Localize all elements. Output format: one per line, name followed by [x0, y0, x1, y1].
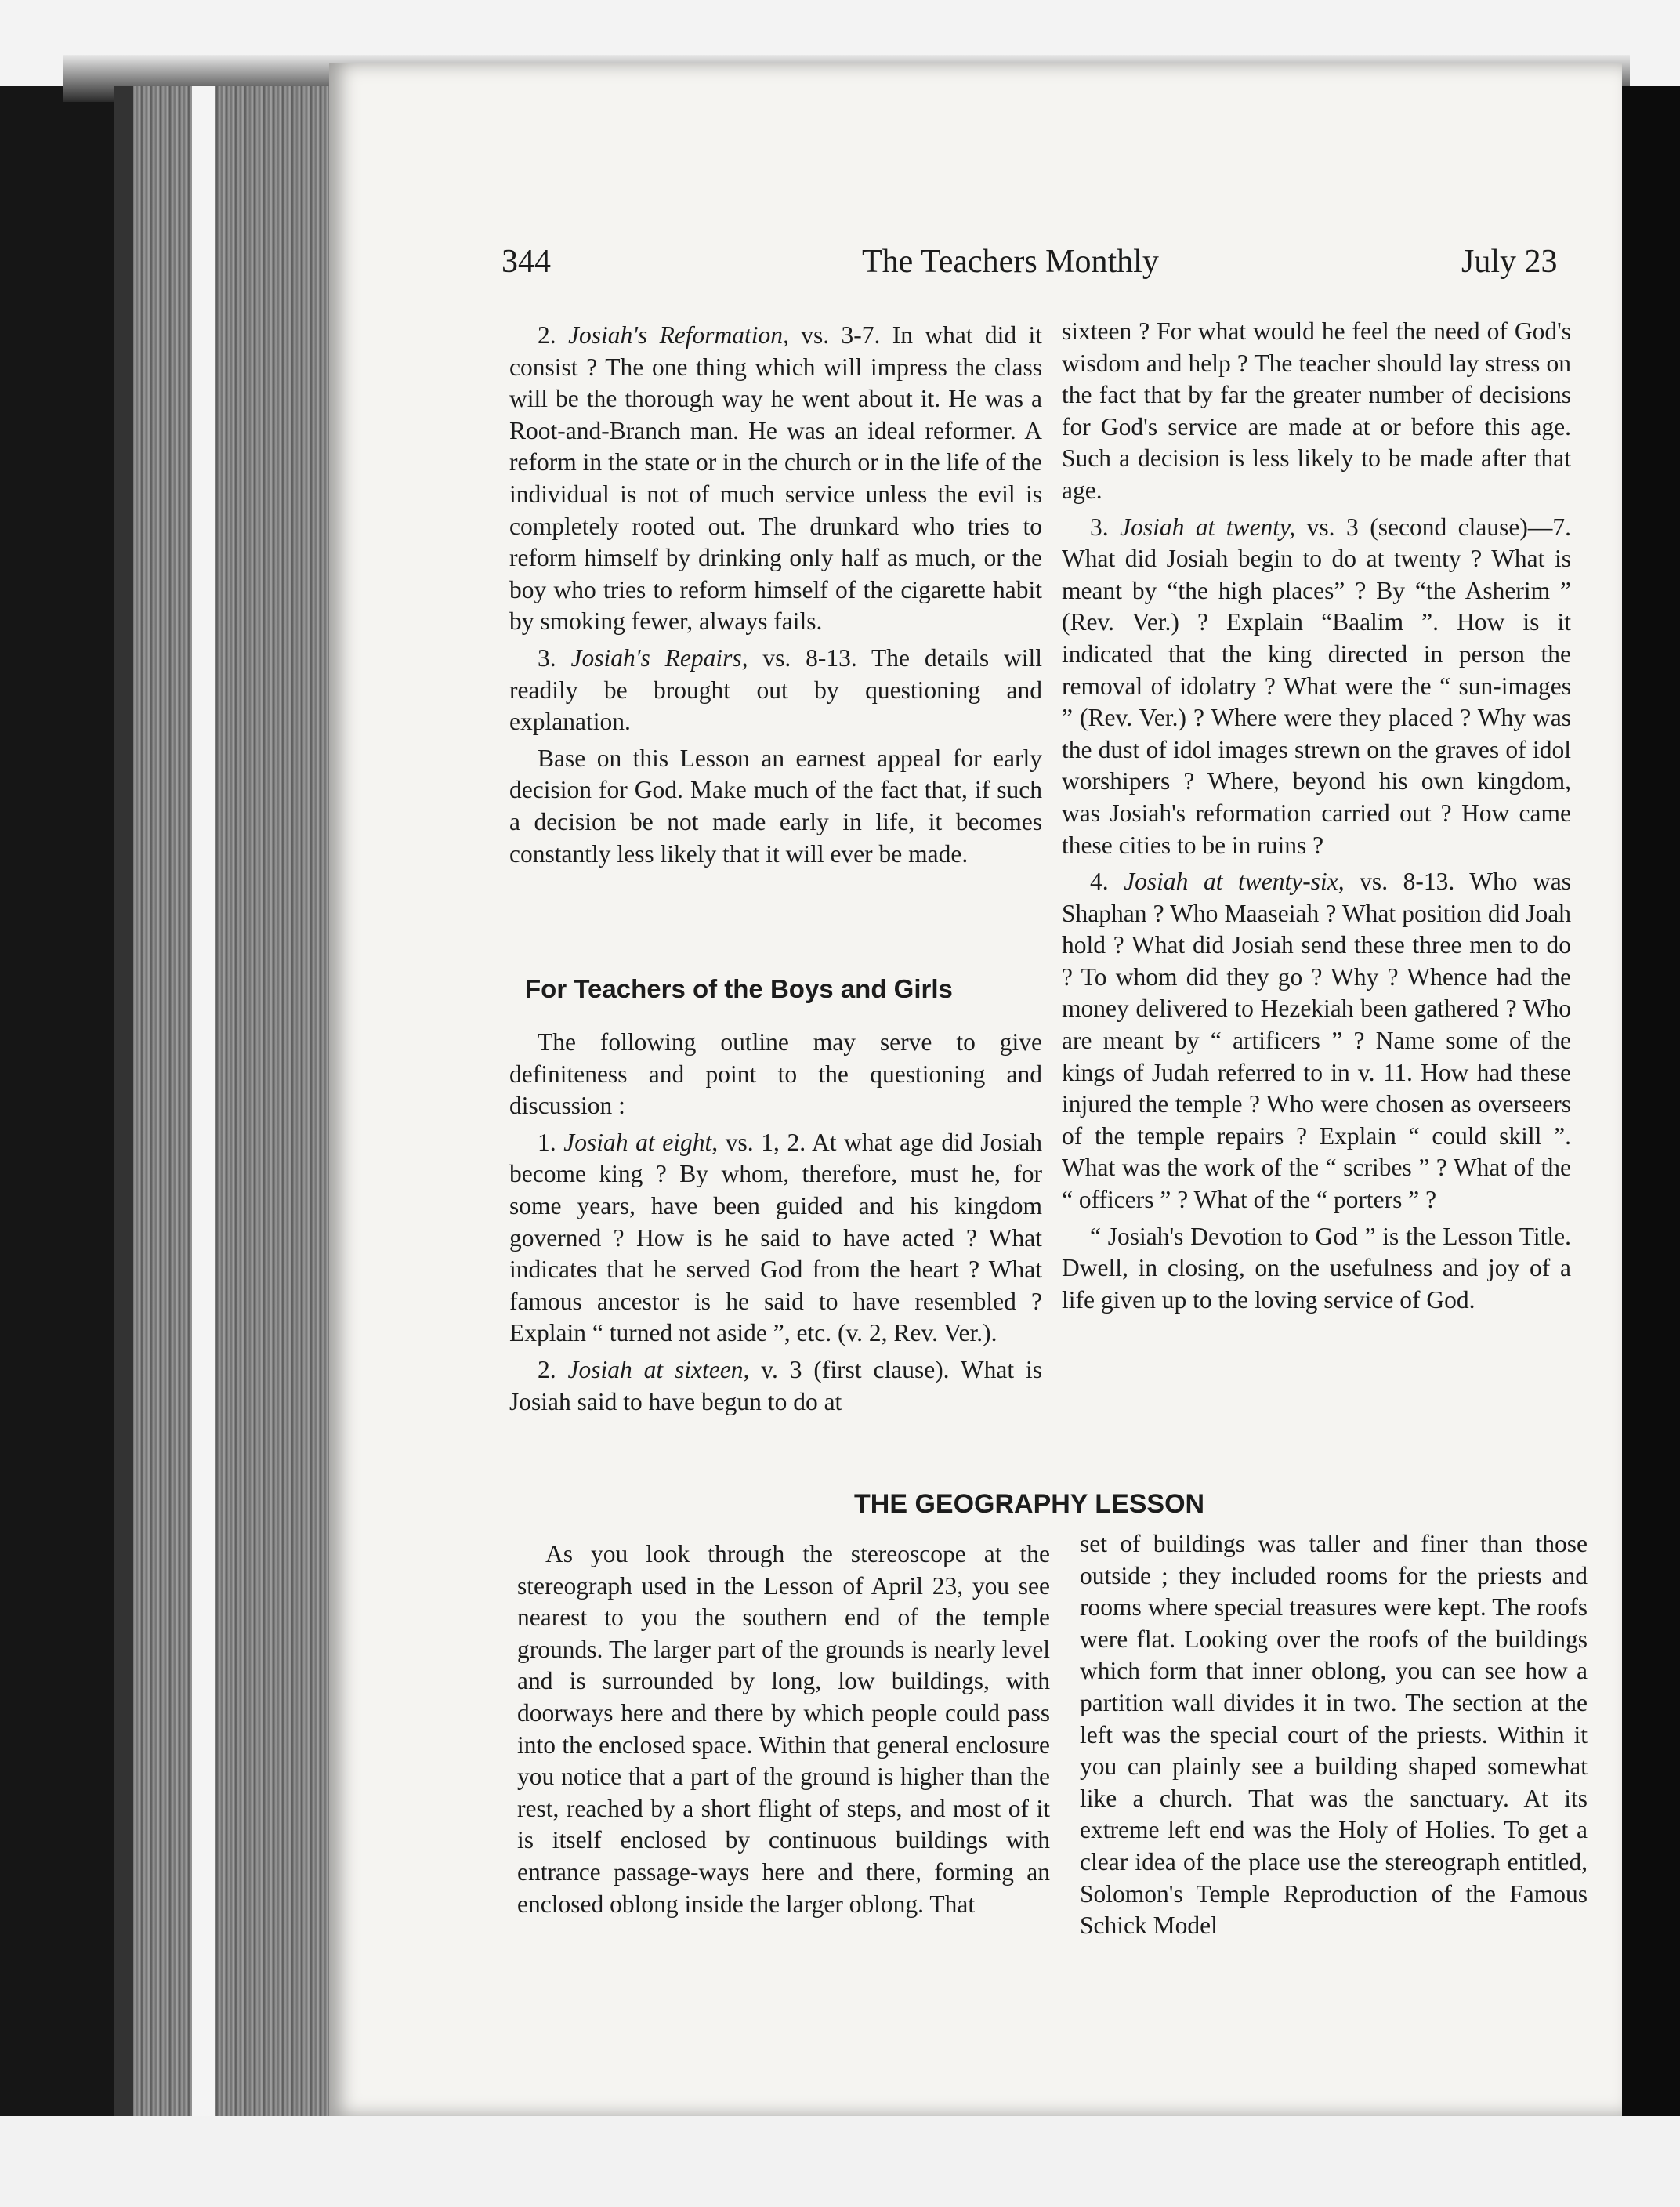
paragraph: 1. Josiah at eight, vs. 1, 2. At what age did Josiah become king ? By whom, therefore, must he, for some years, have been guided and his kingdom governed ? How is he said to have acted ? What indicates that he served God from the heart ? What famous ancestor is he said to have resembled ? Explain “ turned not aside ”, etc. (v. 2, Rev. Ver.).: [509, 1128, 1043, 1347]
geography-left-column: [517, 1538, 1050, 1920]
paragraph: 3. Josiah's Repairs, vs. 8-13. The details will readily be brought out by questioning and explanation.: [509, 643, 1042, 736]
paragraph: The following outline may serve to give definiteness and point to the questioning and discussion :: [509, 1028, 1042, 1120]
geography-right-column: [1080, 1528, 1588, 1942]
page-number: 344: [501, 244, 551, 280]
paragraph: As you look through the stereoscope at the stereograph used in the Lesson of April 23, you see nearest to you the southern end of the temple grounds. The larger part of the grounds is nearly level and is surrounded by long, low buildings, with doorways here and there by which people could pass into the enclosed space. Within that general enclosure you notice that a part of the ground is higher than the rest, reached by a short flight of steps, and most of it is itself enclosed by continuous buildings with entrance passage-ways here and there, forming an enclosed oblong inside the larger oblong. That: [517, 1540, 1050, 1918]
paragraph: 4. Josiah at twenty-six, vs. 8-13. Who was Shaphan ? Who Maaseiah ? What position did Joah hold ? What did Josiah send these three men to do ? To whom did they go ? Why ? Whence had the money delivered to Hezekiah been gathered ? Who are meant by “ artificers ” ? Name some of the kings of Judah referred to in v. 11. How had these injured the temple ? Who were chosen as overseers of the temple repairs ? Explain “ could skill ”. What was the work of the “ scribes ” ? What of the “ officers ” ? What of the “ porters ” ?: [1062, 868, 1571, 1214]
running-title: The Teachers Monthly: [862, 244, 1159, 280]
book-spine-shadow: [114, 86, 133, 2116]
left-column-top: [509, 320, 1042, 870]
right-page-shadow: [1622, 86, 1680, 2116]
left-column-boys-girls: [509, 1027, 1042, 1418]
right-column-top: [1062, 316, 1571, 1316]
issue-date: July 23: [1461, 244, 1558, 280]
scan-background-bottom: [0, 2116, 1680, 2207]
paragraph: sixteen ? For what would he feel the need of God's wisdom and help ? The teacher should lay stress on the fact that by far the greater number of decisions for God's service are made at or before this age. Such a decision is less likely to be made after that age.: [1062, 317, 1571, 504]
paragraph: 2. Josiah at sixteen, v. 3 (first clause). What is Josiah said to have begun to do at: [509, 1355, 1042, 1415]
book-page-edges: [114, 86, 329, 2116]
section-heading-boys-girls: For Teachers of the Boys and Girls: [525, 974, 953, 1003]
section-heading-geography: THE GEOGRAPHY LESSON: [854, 1489, 1205, 1519]
paragraph: 2. Josiah's Reformation, vs. 3-7. In what did it consist ? The one thing which will impress the class will be the thorough way he went about it. He was a Root-and-Branch man. He was an ideal reformer. A reform in the state or in the church or in the life of the individual is not of much service unless the evil is completely rooted out. The drunkard who tries to reform himself by drinking only half as much, or the boy who tries to reform himself of the cigarette habit by smoking fewer, always fails.: [509, 321, 1042, 636]
book-edge-highlight: [192, 86, 215, 2116]
paragraph: Base on this Lesson an earnest appeal for early decision for God. Make much of the fact that, if such a decision be not made early in life, it becomes constantly less likely that it will ever be made.: [509, 744, 1042, 868]
paragraph: set of buildings was taller and finer than those outside ; they included rooms for the priests and rooms where special treasures were kept. The roofs were flat. Looking over the roofs of the buildings which form that inner oblong, you can see how a partition wall divides it in two. The section at the left was the special court of the priests. Within it you can plainly see a building shaped somewhat like a church. That was the sanctuary. At its extreme left end was the Holy of Holies. To get a clear idea of the place use the stereograph entitled, Solomon's Temple Reproduction of the Famous Schick Model: [1080, 1530, 1588, 1940]
paragraph: 3. Josiah at twenty, vs. 3 (second clause)—7. What did Josiah begin to do at twenty ? What is meant by “the high places” ? By “the Asherim ” (Rev. Ver.) ? Explain “Baalim ”. How is it indicated that the king directed in person the removal of idolatry ? What were the “ sun-images ” (Rev. Ver.) ? Where were they placed ? Why was the dust of idol images strewn on the graves of idol worshipers ? Where, beyond his own kingdom, was Josiah's reformation carried out ? How came these cities to be in ruins ?: [1062, 513, 1571, 859]
paragraph: “ Josiah's Devotion to God ” is the Lesson Title. Dwell, in closing, on the usefulness and joy of a life given up to the loving service of God.: [1062, 1222, 1571, 1314]
